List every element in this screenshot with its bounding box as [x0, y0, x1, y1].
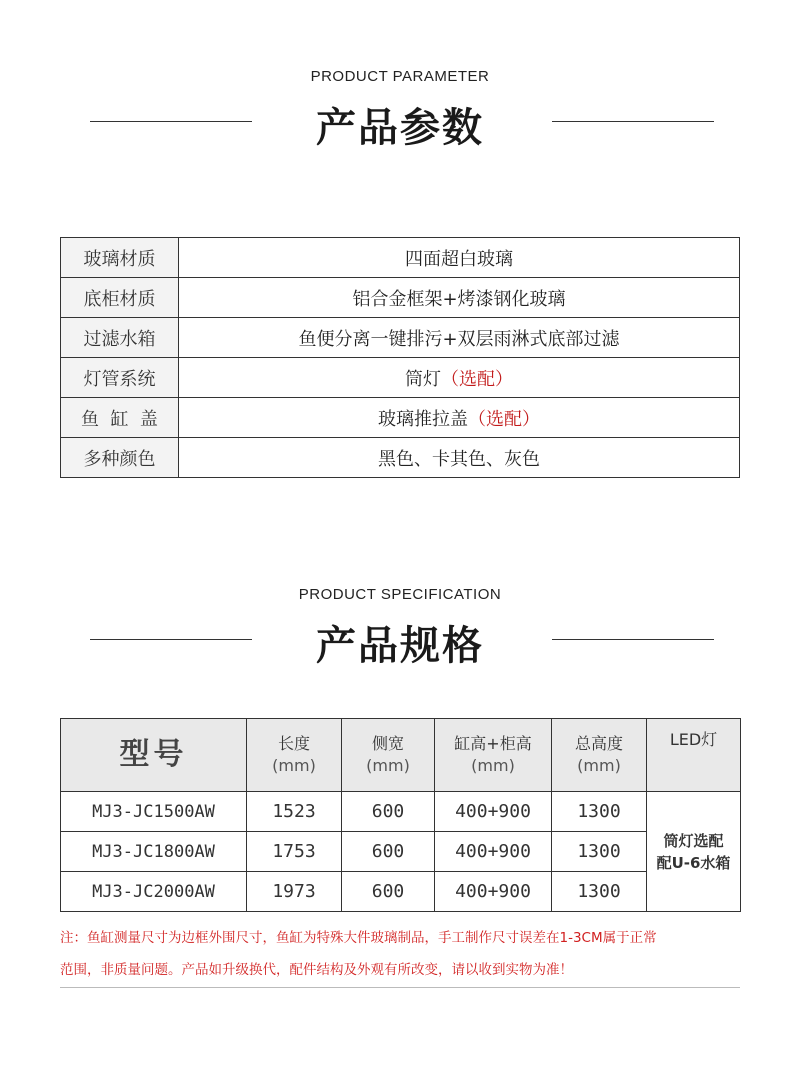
spec-cn-title: 产品规格 — [316, 623, 484, 669]
parameter-value-text: 黑色、卡其色、灰色 — [378, 448, 540, 470]
parameter-row — [61, 358, 740, 398]
specification-table — [60, 718, 741, 912]
parameter-row — [61, 438, 740, 478]
title-rule-right — [552, 121, 714, 122]
parameter-value — [179, 318, 740, 358]
parameter-value — [179, 438, 740, 478]
header-height — [435, 719, 552, 792]
parameter-value-text: 筒灯 — [405, 368, 441, 390]
led-line-1: 筒灯选配 — [663, 831, 724, 850]
header-unit: (mm) — [577, 756, 621, 775]
parameter-label: 玻璃材质 — [61, 238, 179, 278]
spec-header-row — [61, 719, 741, 792]
parameter-value — [179, 278, 740, 318]
parameter-en-title: PRODUCT PARAMETER — [310, 68, 490, 85]
parameter-value-text: 玻璃推拉盖 — [378, 408, 468, 430]
parameter-row — [61, 318, 740, 358]
parameter-row — [61, 278, 740, 318]
spec-cell-model: MJ3-JC1500AW — [61, 792, 247, 832]
spec-cell-width: 600 — [342, 832, 435, 872]
title-rule-right — [552, 639, 714, 640]
bottom-divider — [60, 987, 740, 988]
spec-cell-height: 400+900 — [435, 832, 552, 872]
spec-row — [61, 792, 741, 832]
spec-cell-width: 600 — [342, 872, 435, 912]
spec-cell-total: 1300 — [552, 792, 647, 832]
parameter-label: 鱼 缸 盖 — [61, 398, 179, 438]
parameter-optional-note: （选配） — [468, 408, 540, 430]
spec-cell-model: MJ3-JC2000AW — [61, 872, 247, 912]
parameter-table — [60, 237, 740, 478]
disclaimer-note — [60, 922, 750, 986]
spec-cell-total: 1300 — [552, 872, 647, 912]
header-led: LED灯 — [647, 719, 741, 792]
parameter-optional-note: （选配） — [441, 368, 513, 390]
header-unit: (mm) — [471, 756, 515, 775]
header-total — [552, 719, 647, 792]
parameter-value-text: 鱼便分离一键排污+双层雨淋式底部过滤 — [298, 328, 620, 350]
spec-cell-height: 400+900 — [435, 792, 552, 832]
spec-cell-height: 400+900 — [435, 872, 552, 912]
spec-en-title: PRODUCT SPECIFICATION — [298, 586, 502, 603]
parameter-cn-title: 产品参数 — [316, 105, 484, 151]
header-unit: (mm) — [366, 756, 410, 775]
parameter-label: 过滤水箱 — [61, 318, 179, 358]
parameter-row — [61, 398, 740, 438]
parameter-value — [179, 398, 740, 438]
spec-cell-led — [647, 792, 741, 912]
note-line-2: 范围，非质量问题。产品如升级换代，配件结构及外观有所改变，请以收到实物为准！ — [60, 962, 573, 978]
header-unit: (mm) — [272, 756, 316, 775]
header-length — [247, 719, 342, 792]
spec-cell-width: 600 — [342, 792, 435, 832]
header-length-label: 长度 — [277, 734, 310, 753]
header-model: 型号 — [61, 719, 247, 792]
spec-row — [61, 832, 741, 872]
header-height-label: 缸高+柜高 — [454, 734, 532, 753]
spec-cell-length: 1973 — [247, 872, 342, 912]
header-width — [342, 719, 435, 792]
spec-row — [61, 872, 741, 912]
parameter-label: 灯管系统 — [61, 358, 179, 398]
parameter-value-text: 四面超白玻璃 — [405, 248, 513, 270]
spec-cell-length: 1523 — [247, 792, 342, 832]
spec-cell-length: 1753 — [247, 832, 342, 872]
header-total-label: 总高度 — [574, 734, 623, 753]
parameter-value-text: 铝合金框架+烤漆钢化玻璃 — [352, 288, 566, 310]
spec-cell-model: MJ3-JC1800AW — [61, 832, 247, 872]
spec-cell-total: 1300 — [552, 832, 647, 872]
parameter-row — [61, 238, 740, 278]
note-line-1: 注：鱼缸测量尺寸为边框外围尺寸，鱼缸为特殊大件玻璃制品，手工制作尺寸误差在1-3CM属于正常 — [60, 930, 657, 946]
header-width-label: 侧宽 — [371, 734, 404, 753]
parameter-value — [179, 238, 740, 278]
parameter-label: 多种颜色 — [61, 438, 179, 478]
parameter-label: 底柜材质 — [61, 278, 179, 318]
led-line-2: 配U-6水箱 — [656, 853, 731, 872]
parameter-value — [179, 358, 740, 398]
